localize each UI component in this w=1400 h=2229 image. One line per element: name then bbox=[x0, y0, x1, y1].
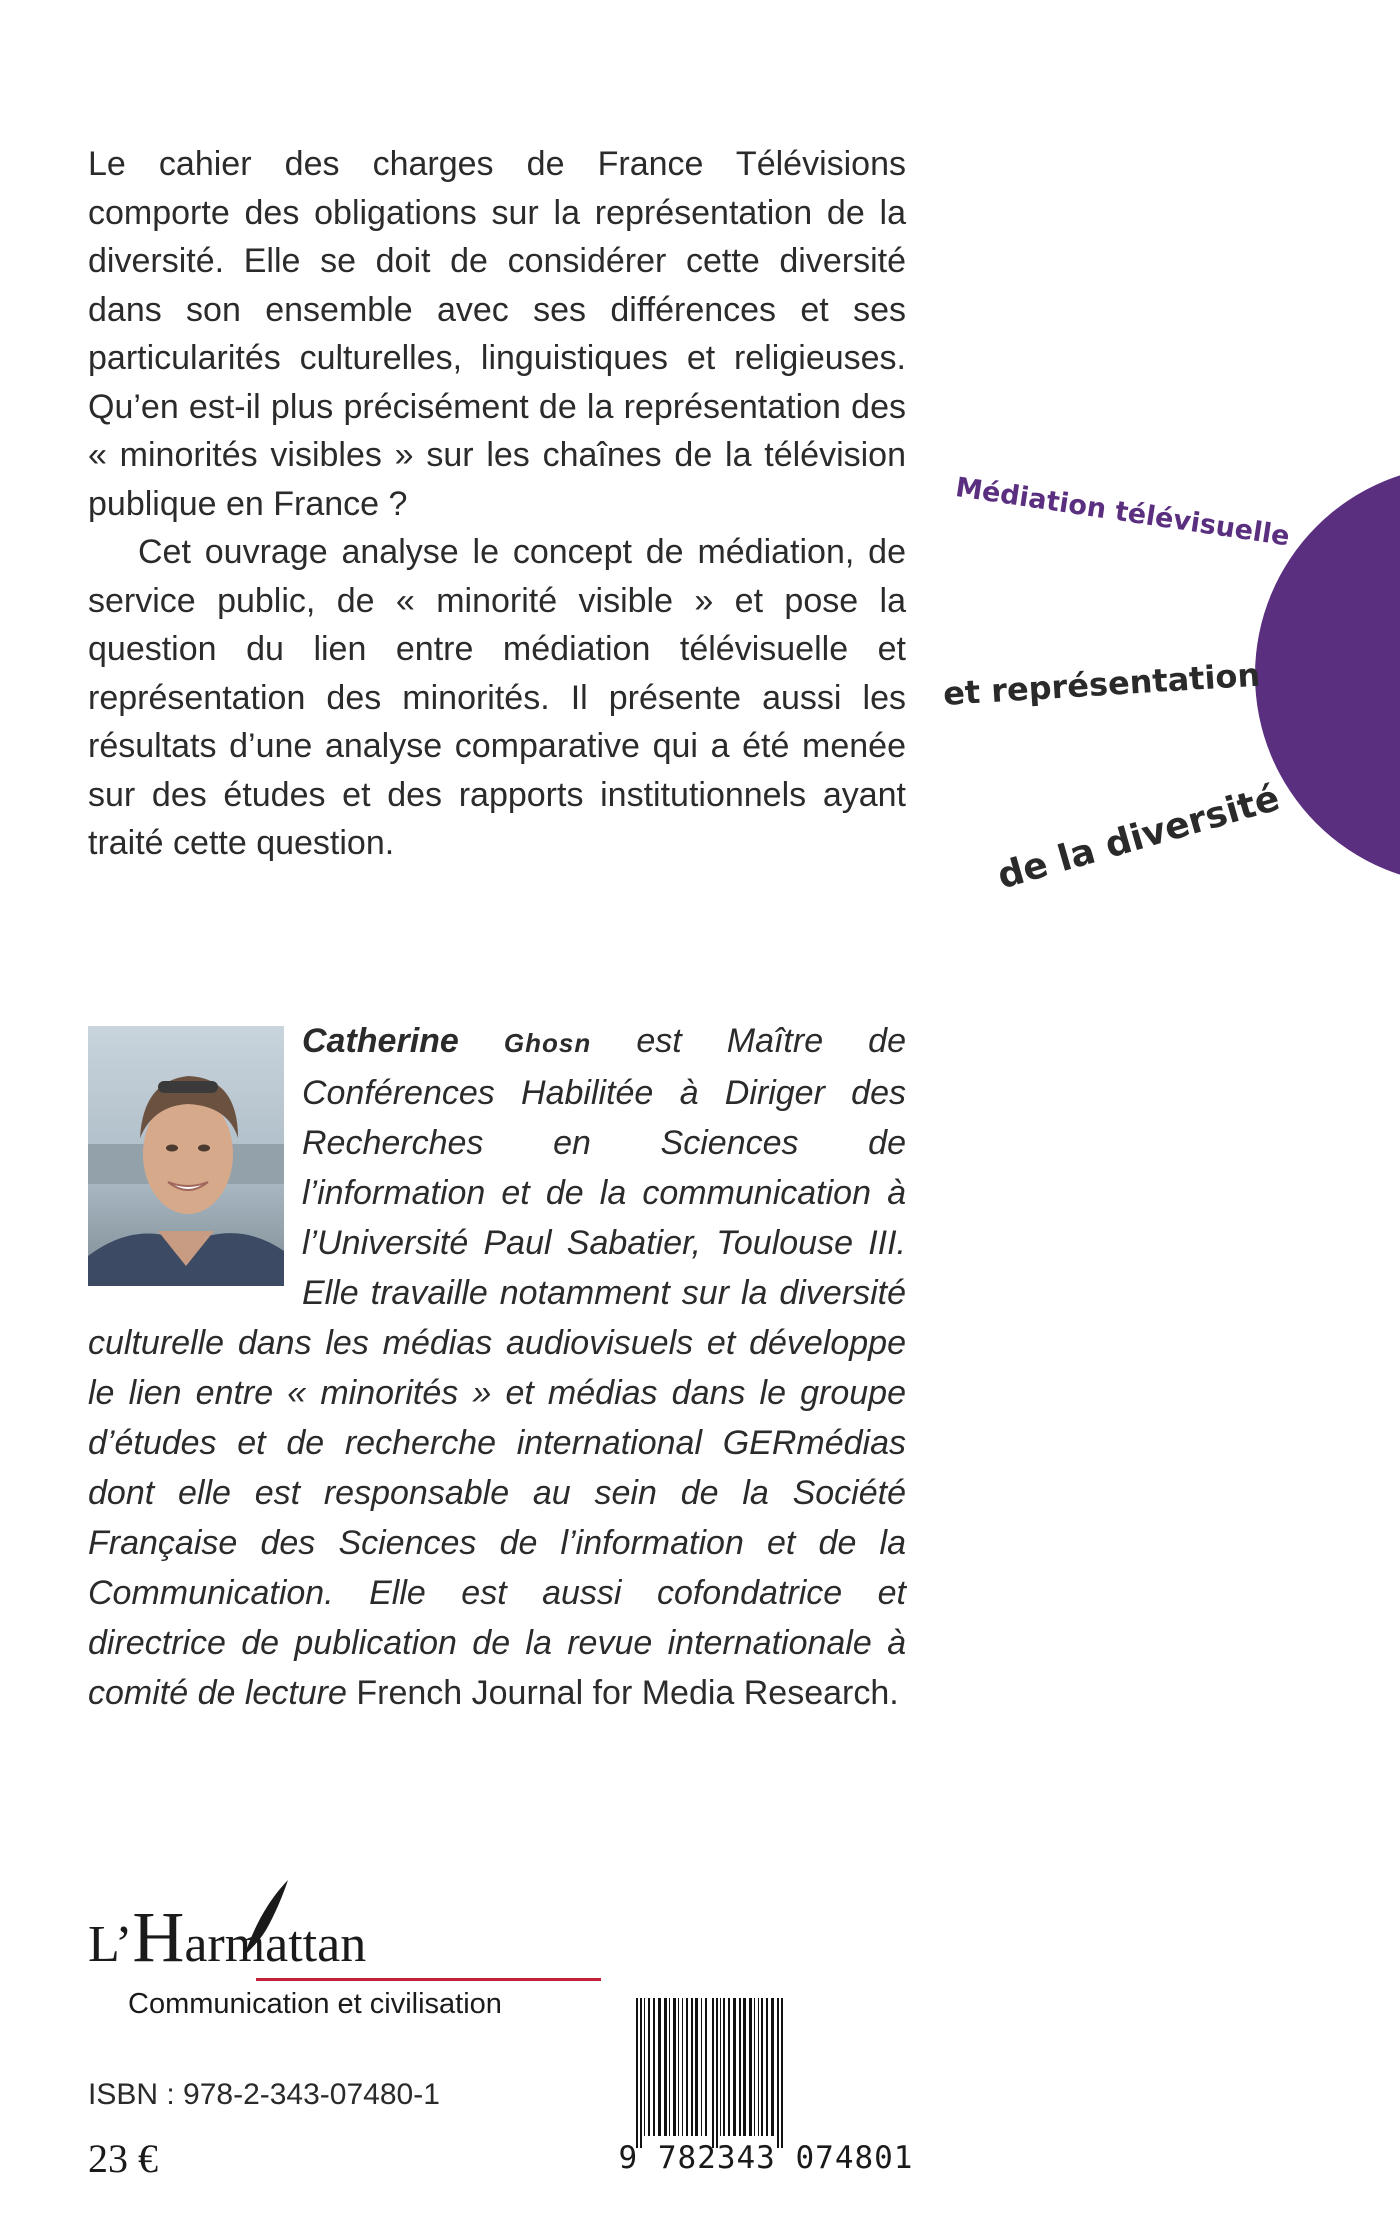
barcode-bar bbox=[648, 1998, 650, 2136]
isbn: ISBN : 978-2-343-07480-1 bbox=[88, 2078, 440, 2111]
barcode-bar bbox=[640, 1998, 642, 2148]
author-last-name: Ghosn bbox=[503, 1028, 592, 1058]
barcode-bar bbox=[686, 1998, 688, 2136]
barcode-bar bbox=[739, 1998, 741, 2136]
barcode-bar bbox=[691, 1998, 693, 2136]
barcode-bar bbox=[682, 1998, 683, 2136]
barcode-bar bbox=[664, 1998, 667, 2136]
publisher-logo bbox=[88, 1878, 568, 2038]
barcode-bar bbox=[673, 1998, 676, 2136]
barcode-bar bbox=[644, 1998, 645, 2136]
barcode-bar bbox=[653, 1998, 655, 2136]
barcode-bar bbox=[728, 1998, 730, 2136]
blurb-paragraph-2: Cet ouvrage analyse le concept de médiation, de service public, de « minorité visible » et pose la question du lien entre médiation télévisuelle et représentation des minorités. Il présente aussi les résultats d’une analyse comparative qui a été menée sur des études et des rapports institutionnels ayant traité cette question. bbox=[88, 533, 906, 862]
publisher-name: L’Harmattan bbox=[88, 1897, 367, 1977]
title-line-3: de la diversité bbox=[993, 777, 1285, 898]
barcode-bar bbox=[716, 1998, 718, 2148]
price: 23 € bbox=[88, 2136, 158, 2181]
author-first-name: Catherine bbox=[302, 1022, 459, 1060]
author-bio bbox=[88, 1016, 906, 1718]
barcode-bar bbox=[678, 1998, 679, 2136]
title-line-1: Médiation télévisuelle bbox=[953, 472, 1292, 553]
title-line-2: et représentation bbox=[942, 655, 1262, 713]
barcode-bar bbox=[705, 1998, 707, 2136]
barcode-bar bbox=[749, 1998, 752, 2136]
barcode-bar bbox=[777, 1998, 779, 2148]
author-bio-text: est Maître de Conférences Habilitée à Diriger des Recherches en Sciences de l’information et de la communication à l’Université Paul Sabatier, Toulouse III. Elle travaille notamment sur la diversité culturelle dans les médias audiovisuels et développe le lien entre « minorités » et médias dans le groupe d’études et de recherche international GERmédias dont elle est responsable au sein de la Société Française des Sciences de l’information et de la Communication. Elle est aussi cofondatrice et directrice de publication de la revue internationale à comité de lecture bbox=[88, 1022, 906, 1712]
blurb bbox=[88, 140, 906, 868]
barcode-bar bbox=[733, 1998, 736, 2136]
barcode-bar bbox=[754, 1998, 755, 2136]
collection-name: Communication et civilisation bbox=[128, 1988, 502, 2020]
blurb-paragraph-1: Le cahier des charges de France Télévisions comporte des obligations sur la représentation de la diversité. Elle se doit de considérer cette diversité dans son ensemble avec ses différences et ses particularités culturelles, linguistiques et religieuses. Qu’en est-il plus précisément de la représentation des « minorités visibles » sur les chaînes de la télévision publique en France ? bbox=[88, 145, 906, 523]
barcode-bar bbox=[720, 1998, 721, 2136]
barcode-bar bbox=[766, 1998, 768, 2136]
barcode-bar bbox=[761, 1998, 763, 2136]
barcode-bar bbox=[712, 1998, 714, 2148]
barcode-bar bbox=[723, 1998, 725, 2136]
barcode-bar bbox=[636, 1998, 638, 2148]
barcode-bar bbox=[658, 1998, 661, 2136]
barcode-bar bbox=[695, 1998, 698, 2136]
barcode-digits: 9 782343 074801 bbox=[618, 2140, 914, 2176]
barcode-bar bbox=[701, 1998, 702, 2136]
journal-name: French Journal for Media Research. bbox=[356, 1674, 899, 1712]
barcode-bar bbox=[771, 1998, 774, 2136]
barcode-bar bbox=[669, 1998, 670, 2136]
barcode-bar bbox=[743, 1998, 746, 2136]
barcode-bar bbox=[781, 1998, 783, 2148]
logo-underline bbox=[256, 1978, 601, 1981]
barcode-bar bbox=[758, 1998, 759, 2136]
